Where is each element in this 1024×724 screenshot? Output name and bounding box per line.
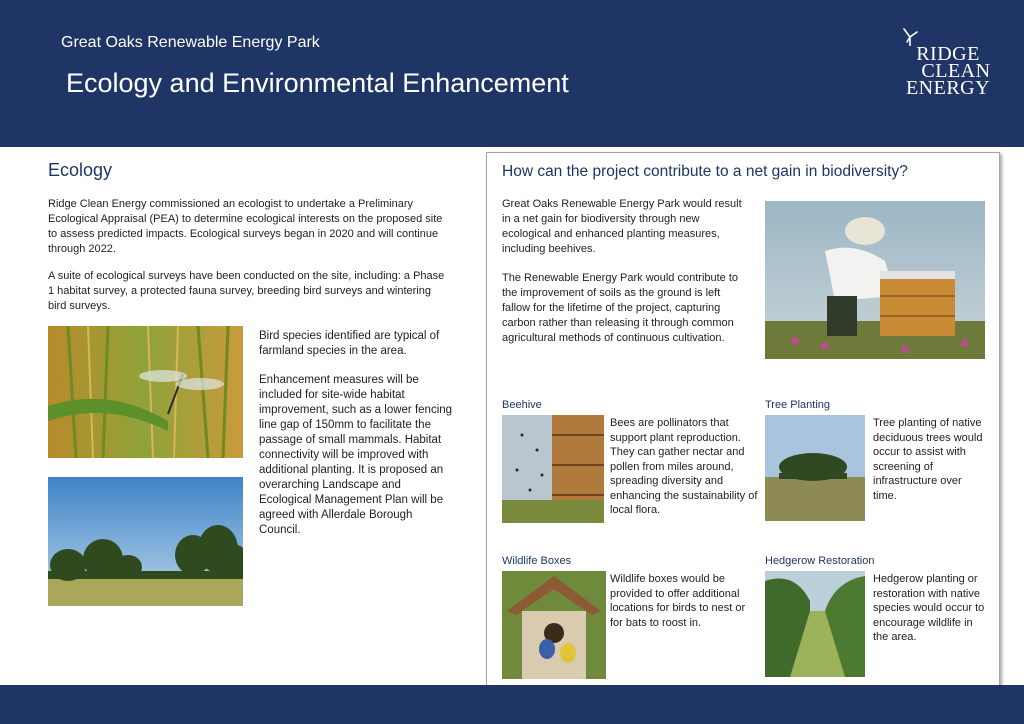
ridge-clean-energy-logo (898, 28, 998, 108)
biodiversity-intro (502, 197, 742, 360)
logo-word-3: ENERGY (905, 77, 991, 99)
wildlife-box-photo (502, 571, 606, 679)
dragonfly-photo (48, 326, 243, 458)
ecology-paragraph: Ridge Clean Energy commissioned an ecologist to undertake a Preliminary Ecological Appraisal (PEA) to determine ecological interests on the proposed site to assess predicted impacts. Ecological surveys began in 2020 and will continue through 2022. (48, 198, 443, 255)
hedgerow-title: Hedgerow Restoration (765, 555, 875, 567)
beehive-title: Beehive (502, 399, 542, 411)
ecology-section (48, 160, 448, 326)
wildlife-boxes-title: Wildlife Boxes (502, 555, 572, 567)
tree-planting-photo (765, 415, 865, 521)
page-title: Ecology and Environmental Enhancement (66, 68, 569, 98)
biodiversity-heading: How can the project contribute to a net gain in biodiversity? (502, 163, 908, 180)
wildlife-boxes-text: Wildlife boxes would be provided to offer additional locations for birds to nest or for bats to roost in. (610, 573, 746, 629)
biodiversity-paragraph: The Renewable Energy Park would contribute to the improvement of soils as the ground is left fallow for the lifetime of the project, capturing carbon rather than releasing it through common agricultural methods of continuous cultivation. (502, 272, 739, 344)
beekeeper-photo (765, 201, 985, 359)
trees-landscape-photo (48, 477, 243, 606)
biodiversity-panel (486, 152, 1000, 702)
biodiversity-paragraph: Great Oaks Renewable Energy Park would result in a net gain for biodiversity through new ecological and enhanced planting measures, including beehives. (502, 198, 742, 255)
beehive-text: Bees are pollinators that support plant reproduction. They can gather nectar and pollen from miles around, spreading diversity and enhancing the sustainability of local flora. (610, 417, 758, 516)
footer-bar (0, 685, 1024, 724)
logo-word-2: CLEAN (921, 60, 991, 82)
tree-planting-text: Tree planting of native deciduous trees would occur to assist with screening of infrastructure over time. (873, 417, 983, 502)
ecology-side-paragraph: Bird species identified are typical of farmland species in the area. (259, 330, 440, 357)
project-name: Great Oaks Renewable Energy Park (61, 34, 320, 51)
ecology-paragraph: A suite of ecological surveys have been conducted on the site, including: a Phase 1 habitat survey, a protected fauna survey, breeding bird surveys and wintering bird surveys. (48, 270, 445, 312)
ecology-heading: Ecology (48, 160, 113, 180)
tree-planting-title: Tree Planting (765, 399, 831, 411)
header-banner (0, 0, 1024, 147)
hedgerow-text: Hedgerow planting or restoration with native species would occur to encourage wildlife in the area. (873, 573, 985, 643)
hedgerow-photo (765, 571, 865, 677)
logo-word-1: RIDGE (916, 43, 980, 65)
beehive-photo (502, 415, 604, 523)
ecology-side-paragraph: Enhancement measures will be included for site-wide habitat improvement, such as a lower fencing line gap of 150mm to facilitate the passage of small mammals. Habitat connectivity will be improved with additional planting. It is proposed an overarching Landscape and Ecological Management Plan will be agreed with Allerdale Borough Council. (259, 374, 453, 536)
ecology-side-text (259, 329, 454, 552)
